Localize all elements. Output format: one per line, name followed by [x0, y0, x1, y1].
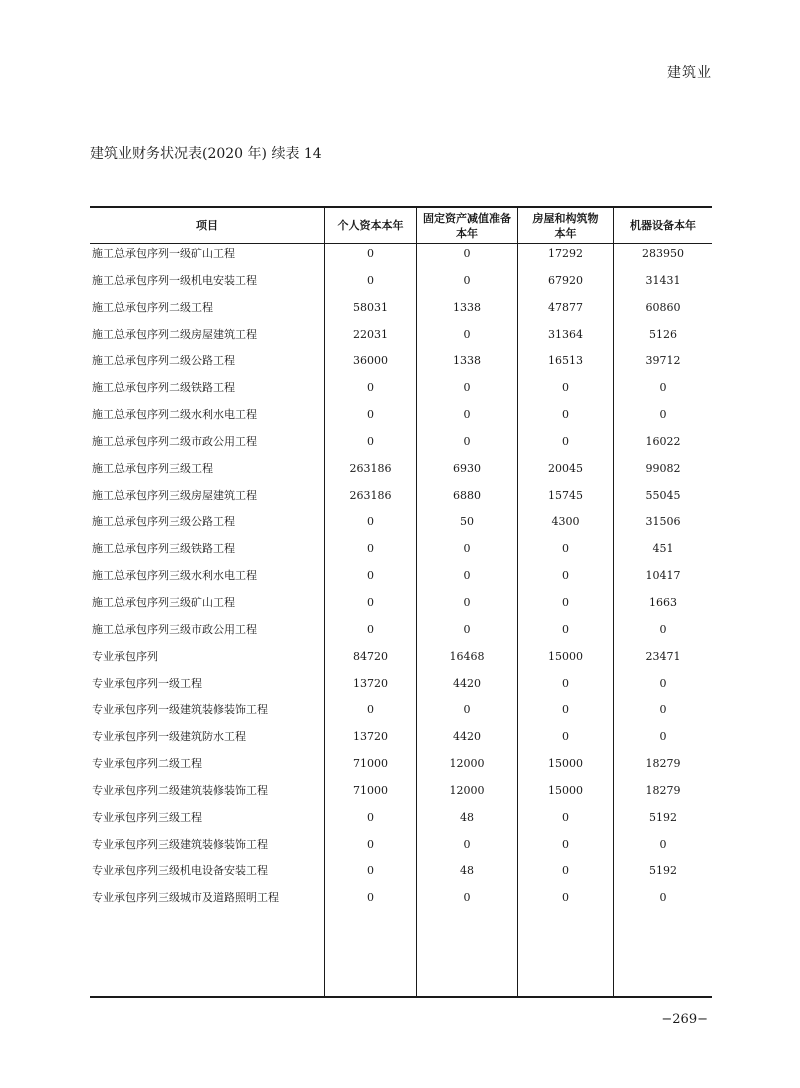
cell-asset-impairment: 48: [460, 864, 474, 878]
cell-buildings: 15000: [548, 783, 583, 797]
cell-buildings: 0: [562, 864, 569, 878]
cell-machinery: 0: [659, 703, 667, 717]
cell-asset-impairment: 4420: [453, 676, 481, 690]
row-label: 施工总承包序列三级市政公用工程: [92, 622, 257, 636]
cell-personal-capital: 71000: [353, 783, 388, 797]
cell-asset-impairment: 0: [463, 434, 471, 448]
row-label: 专业承包序列一级建筑装修装饰工程: [92, 703, 268, 717]
row-label: 施工总承包序列二级工程: [92, 300, 213, 314]
cell-personal-capital: 0: [367, 595, 374, 609]
cell-asset-impairment: 0: [463, 381, 471, 395]
cell-machinery: 23471: [645, 649, 681, 663]
cell-buildings: 31364: [548, 327, 583, 341]
cell-asset-impairment: 12000: [449, 757, 485, 771]
cell-machinery: 0: [659, 837, 667, 851]
cell-buildings: 0: [562, 891, 569, 905]
cell-asset-impairment: 12000: [449, 783, 485, 797]
column-header-asset-impairment: [417, 208, 517, 243]
cell-asset-impairment: 0: [463, 542, 471, 556]
cell-machinery: 18279: [645, 757, 681, 771]
cell-buildings: 0: [562, 595, 569, 609]
multiline-header: 固定资产减值准备 本年: [423, 211, 511, 240]
table-bottom-rule: [90, 996, 712, 998]
cell-asset-impairment: 4420: [453, 730, 481, 744]
row-label: 专业承包序列一级工程: [92, 676, 202, 690]
cell-asset-impairment: 0: [463, 247, 471, 260]
cell-buildings: 0: [562, 676, 569, 690]
cell-asset-impairment: 0: [463, 891, 471, 905]
table-row: [90, 325, 712, 352]
table-row: [90, 271, 712, 298]
cell-machinery: 5192: [649, 810, 677, 824]
table-row: [90, 593, 712, 620]
cell-personal-capital: 71000: [353, 757, 388, 771]
cell-machinery: 31431: [645, 273, 681, 287]
row-label: 专业承包序列二级工程: [92, 757, 202, 771]
row-label: 施工总承包序列三级房屋建筑工程: [92, 488, 257, 502]
row-label: 专业承包序列三级建筑装修装饰工程: [92, 837, 268, 851]
cell-machinery: 18279: [645, 783, 681, 797]
cell-machinery: 0: [659, 381, 667, 395]
cell-asset-impairment: 0: [463, 273, 471, 287]
cell-machinery: 5126: [649, 327, 677, 341]
column-header-item: 项目: [196, 219, 218, 232]
table-row: [90, 861, 712, 888]
cell-buildings: 0: [562, 730, 569, 744]
column-header-machinery: 机器设备本年: [630, 219, 696, 232]
cell-machinery: 31506: [645, 515, 681, 529]
cell-machinery: 55045: [645, 488, 681, 502]
cell-machinery: 39712: [645, 354, 681, 368]
cell-asset-impairment: 6880: [453, 488, 481, 502]
table-row: [90, 727, 712, 754]
cell-buildings: 0: [562, 381, 569, 395]
cell-buildings: 0: [562, 542, 569, 556]
row-label: 施工总承包序列三级水利水电工程: [92, 569, 257, 583]
row-label: 施工总承包序列一级矿山工程: [92, 247, 235, 260]
cell-personal-capital: 0: [367, 381, 374, 395]
cell-asset-impairment: 0: [463, 622, 471, 636]
cell-buildings: 17292: [548, 247, 583, 260]
row-label: 施工总承包序列一级机电安装工程: [92, 273, 257, 287]
cell-personal-capital: 0: [367, 810, 374, 824]
cell-personal-capital: 0: [367, 273, 374, 287]
cell-personal-capital: 263186: [349, 461, 392, 475]
multiline-header: 房屋和构筑物 本年: [532, 211, 599, 240]
table-row: [90, 486, 712, 513]
table-row: [90, 674, 712, 701]
table-row: [90, 835, 712, 862]
cell-asset-impairment: 48: [460, 810, 474, 824]
cell-asset-impairment: 1338: [453, 300, 481, 314]
cell-machinery: 0: [659, 730, 667, 744]
cell-asset-impairment: 1338: [453, 354, 481, 368]
cell-asset-impairment: 6930: [453, 461, 481, 475]
cell-buildings: 0: [562, 703, 569, 717]
cell-machinery: 99082: [645, 461, 681, 475]
cell-machinery: 1663: [649, 595, 677, 609]
financial-table: [90, 206, 712, 998]
cell-personal-capital: 58031: [353, 300, 388, 314]
row-label: 施工总承包序列二级公路工程: [92, 354, 235, 368]
cell-personal-capital: 36000: [353, 354, 388, 368]
cell-asset-impairment: 50: [460, 515, 474, 529]
cell-asset-impairment: 0: [463, 327, 471, 341]
row-label: 专业承包序列三级工程: [92, 810, 202, 824]
cell-personal-capital: 0: [367, 247, 374, 260]
row-label: 施工总承包序列三级工程: [92, 461, 213, 475]
cell-buildings: 20045: [548, 461, 583, 475]
cell-machinery: 5192: [649, 864, 677, 878]
table-row: [90, 566, 712, 593]
cell-buildings: 15000: [548, 649, 583, 663]
cell-personal-capital: 0: [367, 434, 374, 448]
table-row: [90, 539, 712, 566]
table-row: [90, 781, 712, 808]
cell-buildings: 0: [562, 622, 569, 636]
cell-asset-impairment: 0: [463, 408, 471, 422]
cell-buildings: 16513: [548, 354, 583, 368]
row-label: 施工总承包序列二级水利水电工程: [92, 408, 257, 422]
table-row: [90, 298, 712, 325]
cell-personal-capital: 22031: [353, 327, 388, 341]
table-row: [90, 432, 712, 459]
row-label: 专业承包序列: [92, 649, 158, 663]
cell-personal-capital: 0: [367, 622, 374, 636]
cell-personal-capital: 0: [367, 408, 374, 422]
table-row: [90, 512, 712, 539]
table-body: [90, 244, 712, 915]
cell-machinery: 0: [659, 622, 667, 636]
cell-personal-capital: 0: [367, 515, 374, 529]
cell-personal-capital: 0: [367, 837, 374, 851]
row-label: 施工总承包序列二级房屋建筑工程: [92, 327, 257, 341]
table-row: [90, 620, 712, 647]
cell-buildings: 0: [562, 569, 569, 583]
running-head: 建筑业: [667, 65, 712, 81]
cell-machinery: 0: [659, 676, 667, 690]
cell-personal-capital: 13720: [353, 676, 388, 690]
cell-asset-impairment: 16468: [449, 649, 485, 663]
table-row: [90, 459, 712, 486]
row-label: 施工总承包序列三级矿山工程: [92, 595, 235, 609]
table-title: 建筑业财务状况表(2020 年) 续表 14: [90, 146, 322, 162]
table-row: [90, 351, 712, 378]
row-label: 专业承包序列三级城市及道路照明工程: [92, 891, 279, 905]
cell-machinery: 16022: [645, 434, 681, 448]
cell-personal-capital: 84720: [353, 649, 388, 663]
cell-buildings: 47877: [548, 300, 583, 314]
cell-personal-capital: 0: [367, 569, 374, 583]
table-row: [90, 405, 712, 432]
row-label: 专业承包序列二级建筑装修装饰工程: [92, 783, 268, 797]
row-label: 施工总承包序列三级铁路工程: [92, 542, 235, 556]
cell-personal-capital: 0: [367, 864, 374, 878]
table-row: [90, 754, 712, 781]
column-header-buildings: [518, 208, 613, 243]
cell-buildings: 67920: [548, 273, 583, 287]
cell-machinery: 451: [652, 542, 674, 556]
cell-machinery: 60860: [645, 300, 681, 314]
cell-machinery: 10417: [645, 569, 681, 583]
table-row: [90, 244, 712, 271]
cell-machinery: 0: [659, 408, 667, 422]
table-row: [90, 378, 712, 405]
cell-machinery: 283950: [642, 247, 684, 260]
table-row: [90, 888, 712, 915]
column-header-personal-capital: 个人资本本年: [337, 219, 404, 232]
row-label: 施工总承包序列二级铁路工程: [92, 381, 235, 395]
cell-personal-capital: 13720: [353, 730, 388, 744]
cell-personal-capital: 263186: [349, 488, 392, 502]
cell-buildings: 4300: [551, 515, 580, 529]
row-label: 专业承包序列一级建筑防水工程: [92, 730, 246, 744]
cell-buildings: 0: [562, 434, 569, 448]
cell-personal-capital: 0: [367, 542, 374, 556]
cell-buildings: 0: [562, 810, 569, 824]
cell-asset-impairment: 0: [463, 703, 471, 717]
cell-asset-impairment: 0: [463, 595, 471, 609]
cell-asset-impairment: 0: [463, 569, 471, 583]
row-label: 专业承包序列三级机电设备安装工程: [92, 864, 268, 878]
cell-buildings: 0: [562, 408, 569, 422]
cell-buildings: 15745: [548, 488, 583, 502]
row-label: 施工总承包序列二级市政公用工程: [92, 434, 257, 448]
table-row: [90, 808, 712, 835]
cell-buildings: 0: [562, 837, 569, 851]
cell-personal-capital: 0: [367, 891, 374, 905]
table-row: [90, 700, 712, 727]
row-label: 施工总承包序列三级公路工程: [92, 515, 235, 529]
cell-asset-impairment: 0: [463, 837, 471, 851]
table-row: [90, 647, 712, 674]
table-header: [90, 208, 712, 243]
cell-personal-capital: 0: [367, 703, 374, 717]
cell-buildings: 15000: [548, 757, 583, 771]
page-number: −269−: [661, 1012, 708, 1027]
cell-machinery: 0: [659, 891, 667, 905]
